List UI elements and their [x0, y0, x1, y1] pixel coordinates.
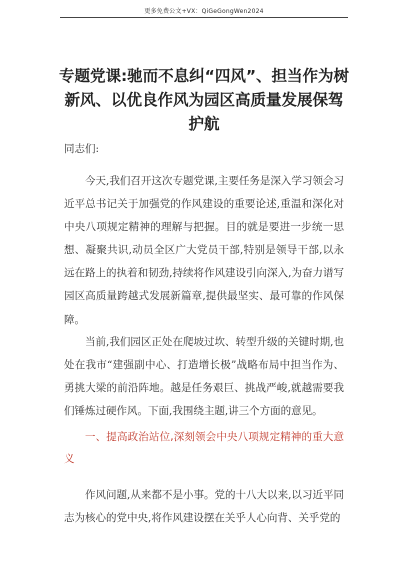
section-one-paragraph: 作风问题,从来都不是小事。党的十八大以来,以习近平同志为核心的党中央,将作风建设摆在关乎人心向背、关乎党的 — [64, 489, 344, 525]
salutation: 同志们: — [64, 143, 100, 155]
context-paragraph: 当前,我们园区正处在爬坡过坎、转型升级的关键时期,也处在我市“建强副中心、打造增长极”战略布局中担当作为、勇挑大梁的前沿阵地。越是任务艰巨、挑战严峻,就越需要我们锤炼过硬作风。下面,我围绕主题,讲三个方面的意见。 — [64, 336, 344, 418]
header-divider — [60, 17, 348, 18]
header-note: 更多免费公文+VX：QiGeGongWen2024 — [144, 8, 264, 15]
intro-paragraph: 今天,我们召开这次专题党课,主要任务是深入学习领会习近平总书记关于加强党的作风建设的重要论述,重温和深化对中央八项规定精神的理解与把握。目的就是要进一步统一思想、凝聚共识,动员全区广大党员干部,特别是领导干部,以永远在路上的执着和韧劲,持续将作风建设引向深入,为奋力谱写园区高质量跨越式发展新篇章,提供最坚实、最可靠的作风保障。 — [64, 175, 344, 326]
document-title: 专题党课:驰而不息纠“四风”、担当作为树新风、以优良作风为园区高质量发展保驾护航 — [58, 67, 350, 133]
section-heading-one: 一、提高政治站位,深刻领会中央八项规定精神的重大意义 — [64, 431, 344, 465]
